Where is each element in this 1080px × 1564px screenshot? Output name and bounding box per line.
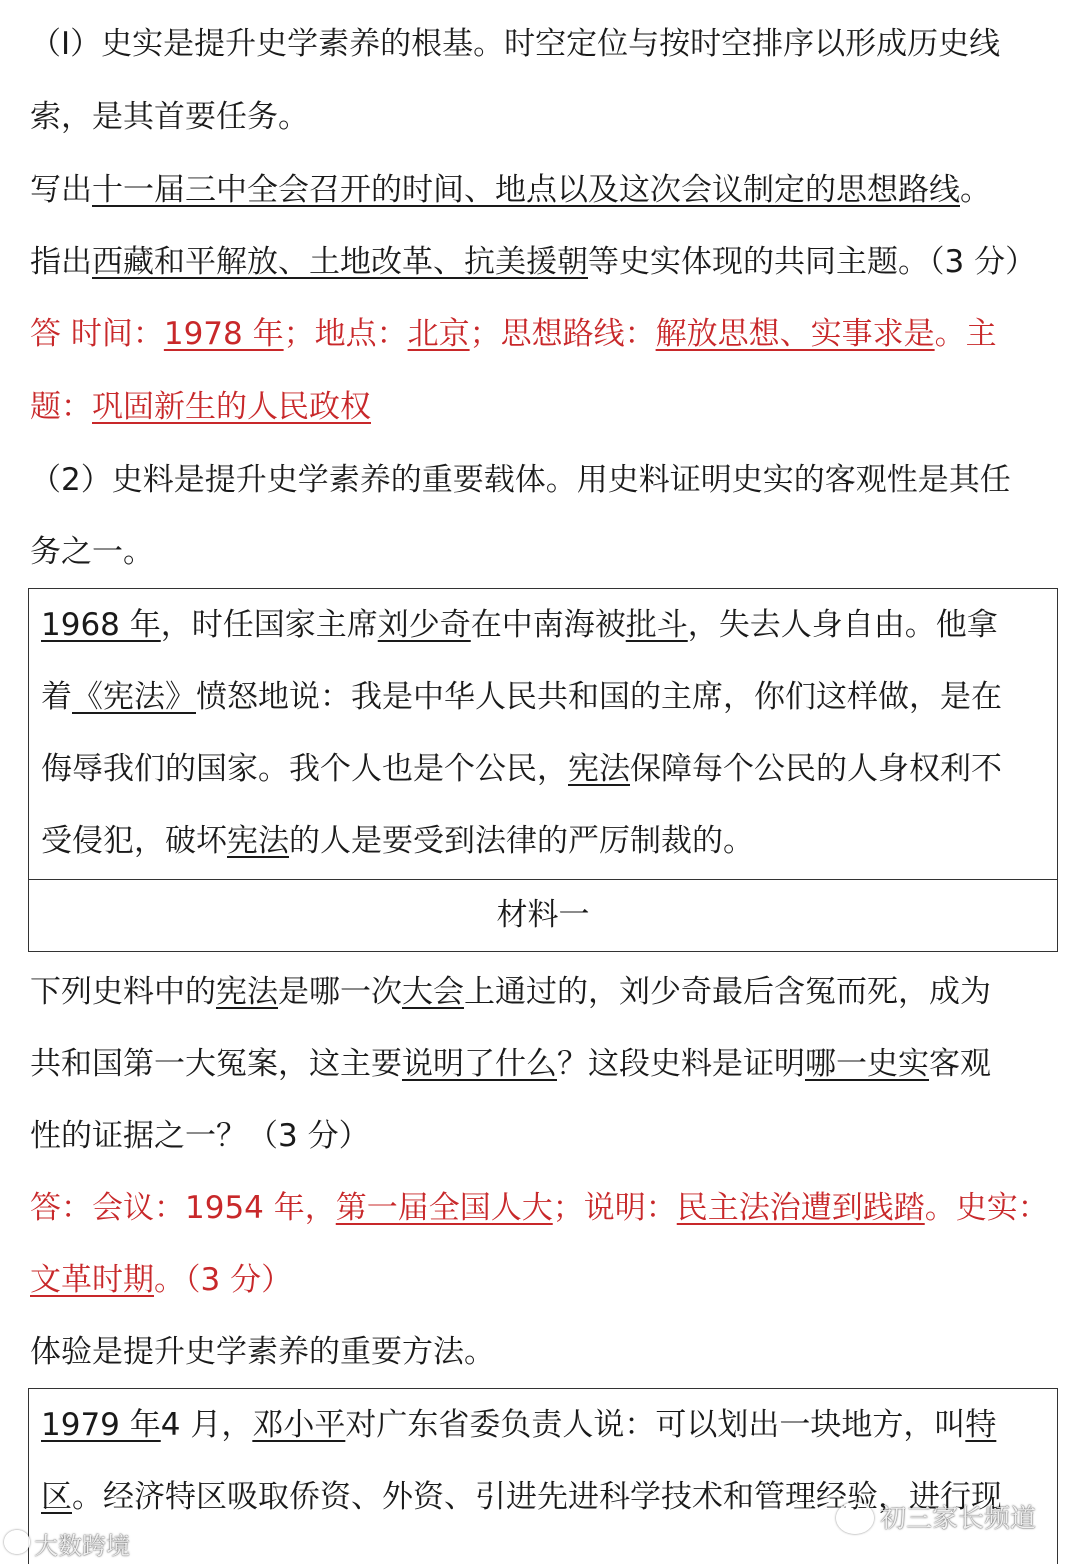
material-box-2 bbox=[28, 1388, 1058, 1564]
underlined-text: 第一届全国人大 bbox=[335, 1190, 553, 1226]
text: 的人是要受到法律的严厉制裁的。 bbox=[289, 823, 754, 859]
underlined-text: 区 bbox=[41, 1479, 72, 1515]
text: 。经济特区吸取侨资、外资、引进先进科学技术和管理经验，进行现 bbox=[72, 1479, 1002, 1515]
text: ；说明： bbox=[552, 1190, 677, 1226]
underlined-text: 十一届三中全会召开的时间、地点以及这次会议制定的思想路线 bbox=[92, 172, 960, 208]
material-line-2 bbox=[41, 675, 1046, 719]
watermark-left: 大数跨境 bbox=[34, 1532, 130, 1560]
wechat-logo-icon bbox=[836, 1502, 874, 1534]
underlined-text: 哪一史实 bbox=[805, 1046, 929, 1082]
material-line-4 bbox=[41, 819, 1046, 863]
text: 客观 bbox=[929, 1046, 991, 1082]
q1-line-4 bbox=[30, 240, 1055, 284]
text: 4 月， bbox=[160, 1407, 253, 1443]
q2-answer-line-2 bbox=[30, 1258, 1055, 1302]
underlined-text: 巩固新生的人民政权 bbox=[92, 389, 371, 425]
q2-prompt-line-3: 性的证据之一？（3 分） bbox=[30, 1118, 370, 1154]
text: 在中南海被 bbox=[470, 607, 626, 643]
text: ，时任国家主席 bbox=[160, 607, 378, 643]
underlined-text: 邓小平 bbox=[252, 1407, 346, 1443]
text: 。主 bbox=[934, 316, 997, 352]
text: 对广东省委负责人说：可以划出一块地方，叫 bbox=[345, 1407, 966, 1443]
text: 写出 bbox=[30, 172, 92, 208]
text: 下列史料中的 bbox=[30, 974, 216, 1010]
q1-line-2: 索，是其首要任务。 bbox=[30, 99, 309, 135]
underlined-text: 解放思想、实事求是 bbox=[655, 316, 935, 352]
q1-line-3 bbox=[30, 168, 1055, 212]
text: 指出 bbox=[30, 244, 92, 280]
underlined-text: 刘少奇 bbox=[377, 607, 471, 643]
q1-answer-line-1 bbox=[30, 312, 1055, 356]
q2-prompt-line-2 bbox=[30, 1042, 1055, 1086]
text: 答 时间： bbox=[30, 316, 164, 352]
text: 侮辱我们的国家。我个人也是个公民， bbox=[41, 751, 568, 787]
q2-line-1: （2）史料是提升史学素养的重要载体。用史料证明史实的客观性是其任 bbox=[30, 462, 1011, 498]
text: 。史实： bbox=[924, 1190, 1049, 1226]
underlined-text: 文革时期 bbox=[30, 1262, 154, 1298]
underlined-text: 宪法 bbox=[568, 751, 630, 787]
text: ；地点： bbox=[283, 316, 408, 352]
text: 。（3 分） bbox=[154, 1262, 293, 1298]
underlined-text: 北京 bbox=[407, 316, 470, 352]
text: 是哪一次 bbox=[278, 974, 402, 1010]
watermark-right: 初三家长频道 bbox=[880, 1504, 1037, 1534]
q2-line-2: 务之一。 bbox=[30, 534, 154, 570]
underlined-text: 说明了什么 bbox=[402, 1046, 557, 1082]
underlined-text: 特 bbox=[965, 1407, 997, 1443]
q1-answer-line-2 bbox=[30, 385, 1055, 429]
underlined-text: 大会 bbox=[402, 974, 464, 1010]
text: 共和国第一大冤案，这主要 bbox=[30, 1046, 402, 1082]
watermark-logo-icon bbox=[4, 1530, 30, 1554]
q2-answer-line-1 bbox=[30, 1186, 1055, 1230]
text: ，失去人身自由。他拿 bbox=[687, 607, 998, 643]
q2-prompt-line-1 bbox=[30, 970, 1055, 1014]
underlined-text: 宪法 bbox=[227, 823, 289, 859]
q1-line-1: （Ⅰ）史实是提升史学素养的根基。时空定位与按时空排序以形成历史线 bbox=[30, 26, 1001, 62]
text: 。 bbox=[960, 172, 991, 208]
underlined-text: 西藏和平解放、土地改革、抗美援朝 bbox=[92, 244, 588, 280]
underlined-text: 1968 年 bbox=[41, 607, 161, 643]
text: ？这段史料是证明 bbox=[557, 1046, 805, 1082]
q3-line-1: 体验是提升史学素养的重要方法。 bbox=[30, 1334, 495, 1370]
material-caption: 材料一 bbox=[29, 879, 1057, 950]
underlined-text: 1979 年 bbox=[41, 1407, 161, 1443]
text: 题： bbox=[30, 389, 92, 425]
text: 着 bbox=[41, 679, 72, 715]
text: 答：会议：1954 年， bbox=[30, 1190, 336, 1226]
text: 等史实体现的共同主题。（3 分） bbox=[588, 244, 1037, 280]
text: 保障每个公民的人身权利不 bbox=[630, 751, 1002, 787]
underlined-text: 民主法治遭到践踏 bbox=[676, 1190, 925, 1226]
text: ；思想路线： bbox=[469, 316, 656, 352]
material-box-1 bbox=[28, 588, 1058, 952]
material-line-1 bbox=[41, 603, 1046, 647]
text: 上通过的，刘少奇最后含冤而死，成为 bbox=[464, 974, 991, 1010]
underlined-text: 宪法 bbox=[216, 974, 278, 1010]
material2-line-1 bbox=[41, 1403, 1046, 1447]
underlined-text: 批斗 bbox=[625, 607, 688, 643]
underlined-text: 1978 年 bbox=[163, 316, 284, 352]
underlined-text: 《宪法》 bbox=[72, 679, 196, 715]
text: 受侵犯，破坏 bbox=[41, 823, 227, 859]
text: 愤怒地说：我是中华人民共和国的主席，你们这样做，是在 bbox=[196, 679, 1002, 715]
material-line-3 bbox=[41, 747, 1046, 791]
